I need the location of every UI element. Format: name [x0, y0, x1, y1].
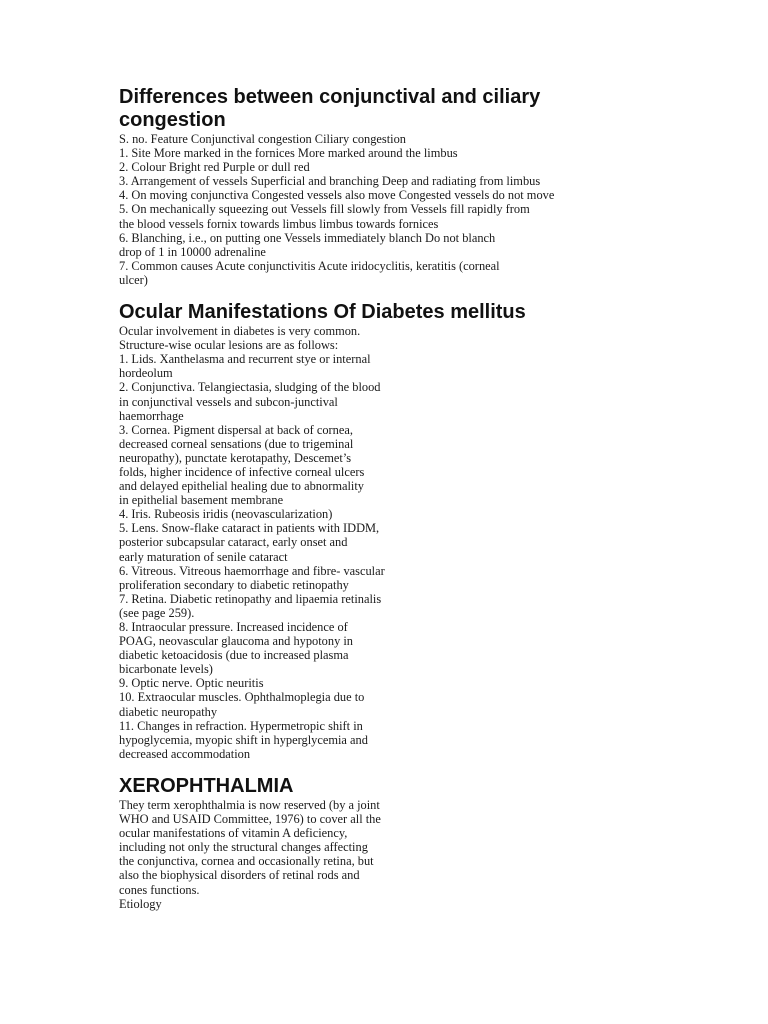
- section-diabetes-ocular: [119, 301, 679, 761]
- text-line: ulcer): [119, 272, 148, 287]
- heading-line: Ocular Manifestations Of Diabetes mellitus: [119, 301, 526, 324]
- text-line: the conjunctiva, cornea and occasionally retina, but: [119, 854, 374, 869]
- text-line: POAG, neovascular glaucoma and hypotony in: [119, 634, 353, 649]
- text-line: haemorrhage: [119, 408, 184, 423]
- text-line: 5. Lens. Snow-flake cataract in patients with IDDM,: [119, 521, 380, 536]
- text-line: also the biophysical disorders of retinal rods and: [119, 868, 360, 883]
- text-line: 11. Changes in refraction. Hypermetropic shift in: [119, 718, 363, 733]
- heading-line: congestion: [119, 109, 226, 131]
- text-line: decreased corneal sensations (due to trigeminal: [119, 436, 354, 451]
- text-line: 6. Blanching, i.e., on putting one Vessels immediately blanch Do not blanch: [119, 230, 496, 245]
- text-line: hordeolum: [119, 366, 173, 381]
- text-line: early maturation of senile cataract: [119, 549, 288, 564]
- text-line: WHO and USAID Committee, 1976) to cover all the: [119, 812, 381, 827]
- text-line: posterior subcapsular cataract, early onset and: [119, 535, 348, 550]
- text-line: the blood vessels fornix towards limbus limbus towards fornices: [119, 216, 439, 231]
- text-line: 4. Iris. Rubeosis iridis (neovascularization): [119, 507, 333, 522]
- heading-line: XEROPHTHALMIA: [119, 774, 294, 797]
- text-line: including not only the structural changes affecting: [119, 840, 368, 855]
- text-line: proliferation secondary to diabetic retinopathy: [119, 577, 349, 592]
- text-line: bicarbonate levels): [119, 662, 213, 677]
- text-line: diabetic neuropathy: [119, 704, 218, 719]
- text-line: neuropathy), punctate kerotapathy, Descemet’s: [119, 450, 352, 465]
- text-line: 8. Intraocular pressure. Increased incidence of: [119, 620, 348, 634]
- text-line: 6. Vitreous. Vitreous haemorrhage and fibre- vascular: [119, 563, 385, 578]
- text-line: 2. Colour Bright red Purple or dull red: [119, 160, 310, 175]
- heading-line: Differences between conjunctival and ciliary: [119, 86, 541, 108]
- section-heading: [119, 301, 679, 324]
- text-line: in conjunctival vessels and subcon-junctival: [119, 394, 338, 409]
- text-line: folds, higher incidence of infective corneal ulcers: [119, 464, 365, 479]
- text-line: drop of 1 in 10000 adrenaline: [119, 244, 266, 259]
- text-line: 3. Arrangement of vessels Superficial and branching Deep and radiating from limbus: [119, 174, 541, 189]
- text-line: diabetic ketoacidosis (due to increased plasma: [119, 648, 349, 663]
- text-line: 7. Common causes Acute conjunctivitis Acute iridocyclitis, keratitis (corneal: [119, 258, 500, 273]
- text-line: Structure-wise ocular lesions are as follows:: [119, 338, 339, 353]
- text-line: cones functions.: [119, 882, 200, 897]
- section-body: [119, 798, 679, 911]
- text-line: 9. Optic nerve. Optic neuritis: [119, 676, 264, 691]
- section-body: [119, 324, 679, 761]
- text-line: 2. Conjunctiva. Telangiectasia, sludging of the blood: [119, 380, 381, 395]
- text-line: in epithelial basement membrane: [119, 493, 284, 508]
- text-line: hypoglycemia, myopic shift in hyperglycemia and: [119, 732, 368, 747]
- text-line: Etiology: [119, 896, 162, 911]
- text-line: 7. Retina. Diabetic retinopathy and lipaemia retinalis: [119, 591, 382, 606]
- text-line: Ocular involvement in diabetes is very common.: [119, 324, 361, 339]
- text-line: and delayed epithelial healing due to abnormality: [119, 479, 364, 494]
- text-line: decreased accommodation: [119, 746, 251, 761]
- text-line: They term xerophthalmia is now reserved (by a joint: [119, 797, 380, 812]
- text-line: 1. Lids. Xanthelasma and recurrent stye or internal: [119, 352, 371, 367]
- section-body: [119, 132, 679, 287]
- section-heading: [119, 775, 679, 798]
- text-line: 1. Site More marked in the fornices More marked around the limbus: [119, 146, 458, 161]
- document-page: [119, 86, 679, 925]
- text-line: 3. Cornea. Pigment dispersal at back of cornea,: [119, 422, 353, 437]
- section-xerophthalmia: [119, 775, 679, 911]
- text-line: S. no. Feature Conjunctival congestion Ciliary congestion: [119, 132, 407, 146]
- text-line: 4. On moving conjunctiva Congested vessels also move Congested vessels do not move: [119, 188, 555, 203]
- text-line: 10. Extraocular muscles. Ophthalmoplegia due to: [119, 690, 365, 705]
- text-line: (see page 259).: [119, 605, 195, 620]
- section-heading: [119, 86, 679, 132]
- text-line: ocular manifestations of vitamin A deficiency,: [119, 826, 348, 841]
- section-conjunctival-vs-ciliary: [119, 86, 679, 287]
- text-line: 5. On mechanically squeezing out Vessels fill slowly from Vessels fill rapidly from: [119, 202, 530, 217]
